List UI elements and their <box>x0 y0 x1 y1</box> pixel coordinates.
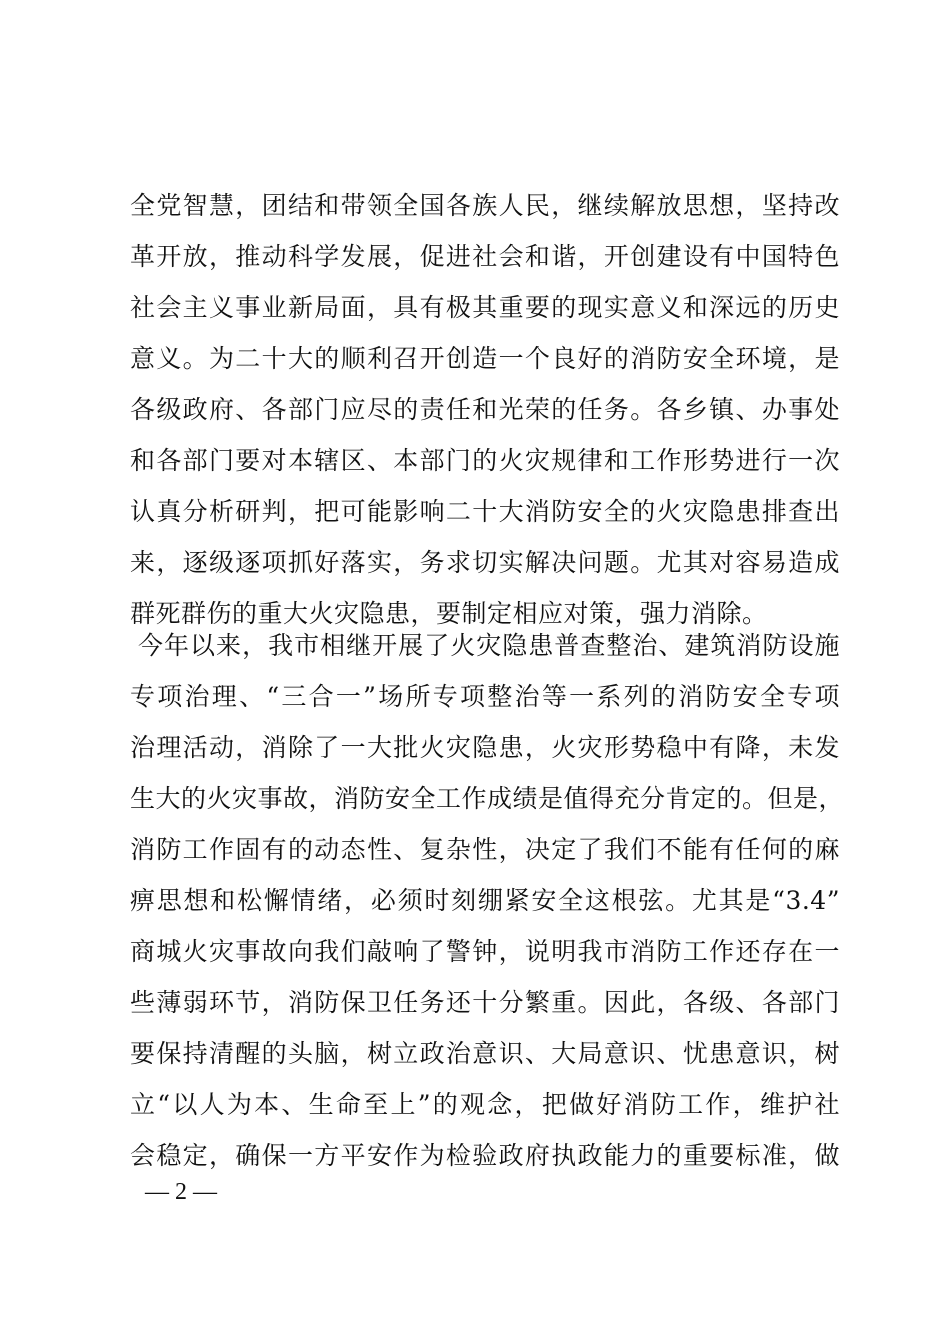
paragraph-line: 社会主义事业新局面，具有极其重要的现实意义和深远的历史 <box>130 293 840 322</box>
paragraph-line: 意义。为二十大的顺利召开创造一个良好的消防安全环境，是 <box>130 344 840 373</box>
paragraph-line: 和各部门要对本辖区、本部门的火灾规律和工作形势进行一次 <box>130 446 840 475</box>
paragraph-line: 要保持清醒的头脑，树立政治意识、大局意识、忧患意识，树 <box>130 1039 840 1068</box>
paragraph-line: 今年以来，我市相继开展了火灾隐患普查整治、建筑消防设施 <box>138 631 840 660</box>
paragraph-line: 来，逐级逐项抓好落实，务求切实解决问题。尤其对容易造成 <box>130 548 840 577</box>
paragraph-line: 会稳定，确保一方平安作为检验政府执政能力的重要标准，做 <box>130 1141 840 1170</box>
paragraph-2 <box>130 620 845 1181</box>
page-number: — 2 — <box>145 1179 217 1205</box>
paragraph-line: 商城火灾事故向我们敲响了警钟，说明我市消防工作还存在一 <box>130 937 840 966</box>
paragraph-line: 消防工作固有的动态性、复杂性，决定了我们不能有任何的麻 <box>130 835 840 864</box>
paragraph-line: 些薄弱环节，消防保卫任务还十分繁重。因此，各级、各部门 <box>130 988 840 1017</box>
paragraph-line: 认真分析研判，把可能影响二十大消防安全的火灾隐患排查出 <box>130 497 840 526</box>
paragraph-line: 革开放，推动科学发展，促进社会和谐，开创建设有中国特色 <box>130 242 840 271</box>
paragraph-line: 群死群伤的重大火灾隐患，要制定相应对策，强力消除。 <box>130 599 768 628</box>
paragraph-line: 痹思想和松懈情绪，必须时刻绷紧安全这根弦。尤其是“3.4” <box>130 886 840 915</box>
paragraph-1 <box>130 180 840 639</box>
paragraph-line: 治理活动，消除了一大批火灾隐患，火灾形势稳中有降，未发 <box>130 733 840 762</box>
paragraph-line: 各级政府、各部门应尽的责任和光荣的任务。各乡镇、办事处 <box>130 395 840 424</box>
paragraph-line: 专项治理、“三合一”场所专项整治等一系列的消防安全专项 <box>130 682 840 711</box>
paragraph-line: 全党智慧，团结和带领全国各族人民，继续解放思想，坚持改 <box>130 191 840 220</box>
paragraph-line: 立“以人为本、生命至上”的观念，把做好消防工作，维护社 <box>130 1090 840 1119</box>
paragraph-line: 生大的火灾事故，消防安全工作成绩是值得充分肯定的。但是， <box>130 784 845 813</box>
